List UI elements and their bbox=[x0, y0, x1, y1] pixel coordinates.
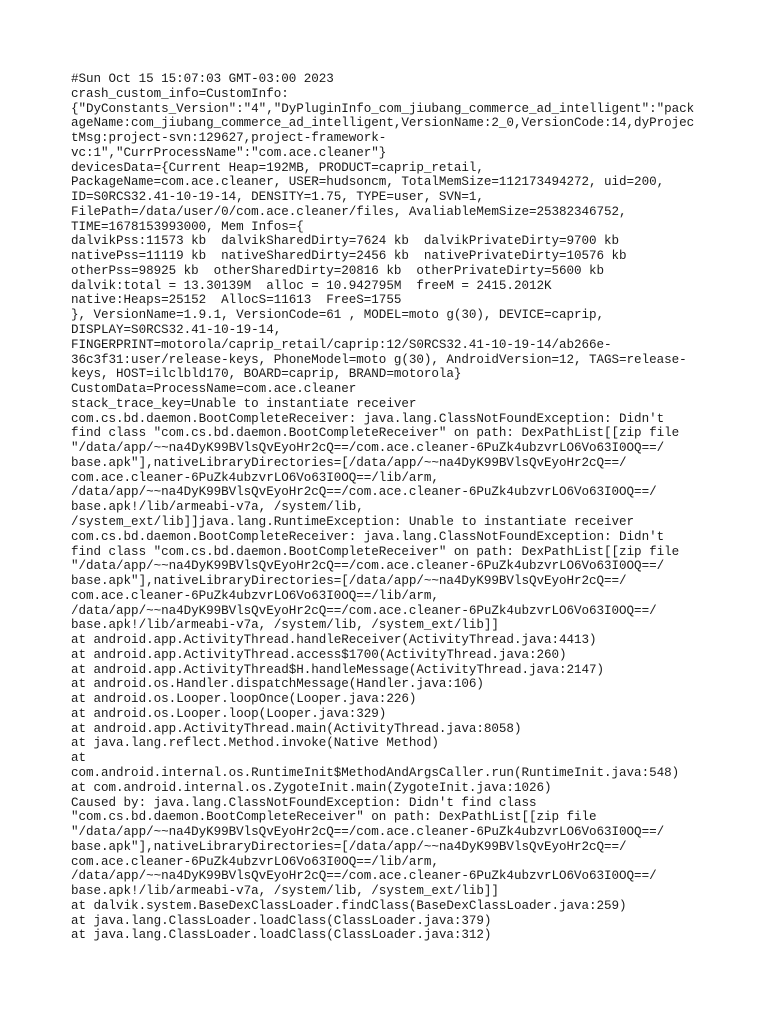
log-line: dalvikPss:11573 kb dalvikSharedDirty=7624 kb dalvikPrivateDirty=9700 kb bbox=[71, 234, 620, 249]
log-line: FINGERPRINT=motorola/caprip_retail/caprip:12/S0RCS32.41-10-19-14/ab266e- bbox=[71, 337, 612, 352]
log-line: }, VersionName=1.9.1, VersionCode=61 , MODEL=moto g(30), DEVICE=caprip, bbox=[71, 308, 605, 323]
log-line: base.apk!/lib/armeabi-v7a, /system/lib, /system_ext/lib]] bbox=[71, 884, 499, 899]
log-line: DISPLAY=S0RCS32.41-10-19-14, bbox=[71, 323, 282, 338]
log-line: vc:1","CurrProcessName":"com.ace.cleaner"} bbox=[71, 145, 387, 160]
log-line: keys, HOST=ilclbld170, BOARD=caprip, BRAND=motorola} bbox=[71, 367, 462, 382]
log-line: Caused by: java.lang.ClassNotFoundException: Didn't find class bbox=[71, 795, 537, 810]
log-line: com.cs.bd.daemon.BootCompleteReceiver: java.lang.ClassNotFoundException: Didn't bbox=[71, 411, 665, 426]
log-line: dalvik:total = 13.30139M alloc = 10.942795M freeM = 2415.2012K bbox=[71, 278, 552, 293]
log-line: com.cs.bd.daemon.BootCompleteReceiver: java.lang.ClassNotFoundException: Didn't bbox=[71, 529, 665, 544]
log-line: find class "com.cs.bd.daemon.BootCompleteReceiver" on path: DexPathList[[zip file bbox=[71, 426, 680, 441]
log-line: /data/app/~~na4DyK99BVlsQvEyoHr2cQ==/com.ace.cleaner-6PuZk4ubzvrLO6Vo63I0OQ==/ bbox=[71, 869, 657, 884]
log-line: at android.os.Looper.loop(Looper.java:329) bbox=[71, 706, 387, 721]
log-line: at android.os.Handler.dispatchMessage(Handler.java:106) bbox=[71, 677, 484, 692]
crash-log-text bbox=[71, 72, 761, 943]
log-line: {"DyConstants_Version":"4","DyPluginInfo_com_jiubang_commerce_ad_intelligent":"pack bbox=[71, 101, 695, 116]
log-line: otherPss=98925 kb otherSharedDirty=20816 kb otherPrivateDirty=5600 kb bbox=[71, 263, 605, 278]
log-line: native:Heaps=25152 AllocS=11613 FreeS=1755 bbox=[71, 293, 402, 308]
log-line: FilePath=/data/user/0/com.ace.cleaner/files, AvaliableMemSize=25382346752, bbox=[71, 204, 627, 219]
log-line: com.android.internal.os.RuntimeInit$MethodAndArgsCaller.run(RuntimeInit.java:548) bbox=[71, 765, 680, 780]
log-line: 36c3f31:user/release-keys, PhoneModel=moto g(30), AndroidVersion=12, TAGS=release- bbox=[71, 352, 687, 367]
log-line: tMsg:project-svn:129627,project-framework- bbox=[71, 131, 387, 146]
log-line: at android.os.Looper.loopOnce(Looper.java:226) bbox=[71, 692, 417, 707]
log-line: at java.lang.ClassLoader.loadClass(ClassLoader.java:379) bbox=[71, 913, 492, 928]
log-line: at java.lang.ClassLoader.loadClass(ClassLoader.java:312) bbox=[71, 928, 492, 943]
log-line: "/data/app/~~na4DyK99BVlsQvEyoHr2cQ==/com.ace.cleaner-6PuZk4ubzvrLO6Vo63I0OQ==/ bbox=[71, 441, 665, 456]
log-line: CustomData=ProcessName=com.ace.cleaner bbox=[71, 382, 357, 397]
log-line: base.apk"],nativeLibraryDirectories=[/data/app/~~na4DyK99BVlsQvEyoHr2cQ==/ bbox=[71, 574, 627, 589]
log-line: ageName:com_jiubang_commerce_ad_intelligent,VersionName:2_0,VersionCode:14,dyProjec bbox=[71, 116, 695, 131]
log-line: at android.app.ActivityThread.handleReceiver(ActivityThread.java:4413) bbox=[71, 633, 597, 648]
log-line: "/data/app/~~na4DyK99BVlsQvEyoHr2cQ==/com.ace.cleaner-6PuZk4ubzvrLO6Vo63I0OQ==/ bbox=[71, 559, 665, 574]
log-line: com.ace.cleaner-6PuZk4ubzvrLO6Vo63I0OQ==/lib/arm, bbox=[71, 588, 439, 603]
log-line: "/data/app/~~na4DyK99BVlsQvEyoHr2cQ==/com.ace.cleaner-6PuZk4ubzvrLO6Vo63I0OQ==/ bbox=[71, 825, 665, 840]
log-line: crash_custom_info=CustomInfo: bbox=[71, 86, 289, 101]
log-line: find class "com.cs.bd.daemon.BootCompleteReceiver" on path: DexPathList[[zip file bbox=[71, 544, 680, 559]
log-line: #Sun Oct 15 15:07:03 GMT-03:00 2023 bbox=[71, 72, 334, 86]
log-line: /data/app/~~na4DyK99BVlsQvEyoHr2cQ==/com.ace.cleaner-6PuZk4ubzvrLO6Vo63I0OQ==/ bbox=[71, 485, 657, 500]
log-line: at android.app.ActivityThread$H.handleMessage(ActivityThread.java:2147) bbox=[71, 662, 605, 677]
log-line: base.apk"],nativeLibraryDirectories=[/data/app/~~na4DyK99BVlsQvEyoHr2cQ==/ bbox=[71, 455, 627, 470]
log-line: at com.android.internal.os.ZygoteInit.main(ZygoteInit.java:1026) bbox=[71, 780, 552, 795]
log-line: /system_ext/lib]]java.lang.RuntimeException: Unable to instantiate receiver bbox=[71, 514, 635, 529]
log-line: at bbox=[71, 751, 87, 766]
log-line: ID=S0RCS32.41-10-19-14, DENSITY=1.75, TYPE=user, SVN=1, bbox=[71, 190, 484, 205]
log-line: at android.app.ActivityThread.main(ActivityThread.java:8058) bbox=[71, 721, 522, 736]
log-line: com.ace.cleaner-6PuZk4ubzvrLO6Vo63I0OQ==/lib/arm, bbox=[71, 854, 439, 869]
log-line: base.apk!/lib/armeabi-v7a, /system/lib, bbox=[71, 500, 364, 515]
log-line: at dalvik.system.BaseDexClassLoader.findClass(BaseDexClassLoader.java:259) bbox=[71, 898, 627, 913]
log-line: com.ace.cleaner-6PuZk4ubzvrLO6Vo63I0OQ==/lib/arm, bbox=[71, 470, 439, 485]
log-line: nativePss=11119 kb nativeSharedDirty=2456 kb nativePrivateDirty=10576 kb bbox=[71, 249, 627, 264]
log-line: base.apk!/lib/armeabi-v7a, /system/lib, /system_ext/lib]] bbox=[71, 618, 499, 633]
log-line: stack_trace_key=Unable to instantiate receiver bbox=[71, 396, 417, 411]
log-line: at android.app.ActivityThread.access$1700(ActivityThread.java:260) bbox=[71, 647, 567, 662]
log-line: at java.lang.reflect.Method.invoke(Native Method) bbox=[71, 736, 439, 751]
log-line: PackageName=com.ace.cleaner, USER=hudsoncm, TotalMemSize=112173494272, uid=200, bbox=[71, 175, 665, 190]
log-line: TIME=1678153993000, Mem Infos={ bbox=[71, 219, 304, 234]
log-line: "com.cs.bd.daemon.BootCompleteReceiver" on path: DexPathList[[zip file bbox=[71, 810, 597, 825]
log-line: base.apk"],nativeLibraryDirectories=[/data/app/~~na4DyK99BVlsQvEyoHr2cQ==/ bbox=[71, 839, 627, 854]
log-line: devicesData={Current Heap=192MB, PRODUCT=caprip_retail, bbox=[71, 160, 484, 175]
log-line: /data/app/~~na4DyK99BVlsQvEyoHr2cQ==/com.ace.cleaner-6PuZk4ubzvrLO6Vo63I0OQ==/ bbox=[71, 603, 657, 618]
